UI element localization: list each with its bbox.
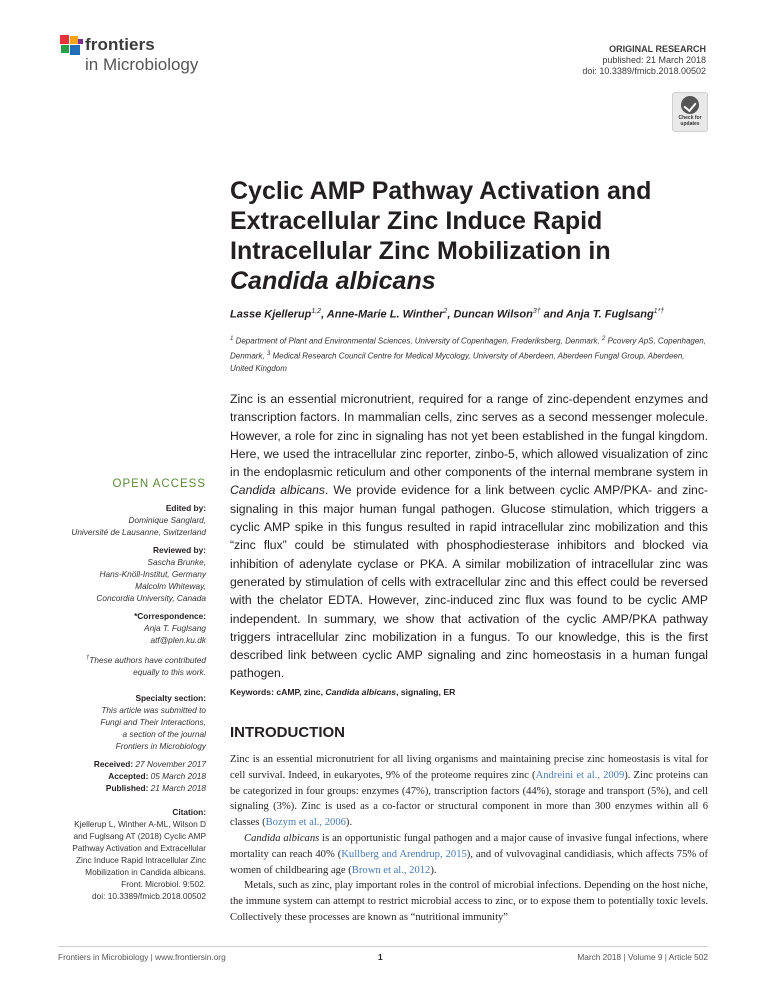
open-access-label[interactable]: OPEN ACCESS: [112, 478, 206, 490]
article-meta: [582, 44, 706, 77]
paragraph-text: Zinc is an essential micronutrient for all living organisms and maintaining precise zinc homeostasis is vital for cell survival. Indeed, in eukaryotes, 9% of the proteome requires zinc (: [230, 754, 708, 781]
received-label: Received:: [93, 758, 134, 769]
paragraph: [230, 831, 708, 878]
introduction-body: [230, 752, 708, 926]
article-title: [230, 176, 700, 296]
citation-link[interactable]: Brown et al., 2012: [351, 864, 431, 876]
published-date: published: 21 March 2018: [602, 55, 706, 65]
keywords-list: cAMP, zinc,: [276, 687, 326, 697]
author-affil-mark: 2: [443, 308, 448, 315]
author-name[interactable]: Lasse Kjellerup: [230, 308, 312, 321]
paragraph: [230, 752, 708, 831]
affil-mark: 3: [266, 350, 271, 357]
author-affil-mark: 1*†: [653, 308, 665, 315]
title-line: Cyclic AMP Pathway Activation and: [230, 177, 652, 205]
citation-link[interactable]: Andreini et al., 2009: [535, 769, 625, 781]
paragraph-text: ), and of vulvovaginal candidiasis, which affects 75% of women of childbearing age (: [230, 848, 709, 876]
logo-journal-name: in Microbiology: [85, 55, 199, 74]
check-icon: [681, 96, 699, 114]
author-name[interactable]: Anja T. Fuglsang: [565, 308, 654, 321]
logo-square: [60, 35, 69, 44]
footer-issue: March 2018 | Volume 9 | Article 502: [577, 952, 708, 962]
author-separator: ,: [321, 308, 327, 321]
author-affil-mark: 3†: [532, 308, 541, 315]
abstract-text: Zinc is an essential micronutrient, required for a range of zinc-dependent enzymes and transcription factors. In mammalian cells, zinc serves as a second messenger molecule. However, a role for zinc in signaling has not yet been established in the fungal kingdom. Here, we used the intracellular zinc reporter, zinbo-5, which allowed visualization of zinc in the endoplasmic reticulum and other components of the internal membrane system in: [230, 392, 708, 480]
published-label: Published:: [105, 782, 149, 793]
citation-label: Citation:: [172, 806, 206, 817]
editor-name: Dominique Sanglard,: [128, 515, 206, 525]
abstract-text: . We provide evidence for a link between cyclic AMP/PKA- and zinc-signaling in this major human fungal pathogen. Glucose stimulation, which triggers a cyclic AMP spike in this fungus resulted in rapid intracellular zinc mobilization and this “zinc flux” could be stimulated with phosphodiesterase inhibitors and blocked via inhibition of adenylate cyclase or PKA. A similar mobilization of intracellular zinc was generated by stimulation of cells with extracellular zinc and this effect could be reversed with the chelator EDTA. However, zinc-induced zinc flux was found to be cyclic AMP independent. In summary, we show that activation of the cyclic AMP/PKA pathway triggers intracellular zinc mobilization in a fungus. To our knowledge, this is the first described link between cyclic AMP signaling and zinc homeostasis in a human fungal pathogen.: [230, 483, 708, 681]
citation-text: Pathway Activation and Extracellular: [72, 842, 206, 853]
paragraph: Metals, such as zinc, play important roles in the control of microbial infections. Depending on the host niche, the immune system can attempt to restrict microbial access to zinc, or to expose them to potentially toxic levels. Collectively these processes are known as “nutritional immunity”: [230, 880, 708, 923]
footer-divider: [58, 946, 708, 947]
correspondence-name: Anja T. Fuglsang: [144, 623, 206, 633]
keywords-list: , signaling, ER: [396, 687, 456, 697]
paragraph-text: ).: [345, 817, 353, 829]
keywords: [230, 687, 708, 697]
keywords-label: Keywords:: [230, 687, 277, 697]
accepted-label: Accepted:: [108, 770, 149, 781]
reviewer-affiliation: Hans-Knöll-Institut, Germany: [99, 569, 206, 579]
citation-text: Kjellerup L, Winther A-ML, Wilson D: [74, 818, 206, 829]
reviewed-by-label: Reviewed by:: [152, 545, 206, 555]
check-updates-label: Check for updates: [678, 115, 702, 127]
paragraph-text: is an opportunistic fungal pathogen and a major cause of invasive fungal infections, where mortality can reach 40% (: [230, 832, 708, 860]
logo-brand: frontiers: [85, 35, 155, 54]
journal-logo[interactable]: [58, 33, 208, 83]
published-date-sidebar: [58, 782, 206, 794]
citation-link[interactable]: Kullberg and Arendrup, 2015: [341, 848, 467, 860]
specialty-text: a section of the journal: [122, 728, 206, 739]
species-name: Candida albicans: [244, 832, 320, 844]
affiliation: Department of Plant and Environmental Sciences, University of Copenhagen, Frederiksberg, Denmark,: [233, 336, 602, 346]
dagger-mark: †: [85, 655, 90, 661]
received-date: [58, 758, 206, 770]
check-for-updates-badge[interactable]: [672, 92, 708, 132]
page-number: 1: [378, 952, 383, 962]
doi[interactable]: doi: 10.3389/fmicb.2018.00502: [582, 66, 706, 76]
contribution-text: These authors have contributed: [89, 654, 206, 665]
citation-link[interactable]: Bozym et al., 2006: [265, 817, 346, 829]
keyword-species: Candida albicans: [325, 687, 397, 697]
author-separator: and: [540, 308, 566, 321]
contribution-note: [58, 652, 206, 666]
affil-mark: 1: [230, 336, 234, 342]
contribution-text: equally to this work.: [133, 666, 206, 677]
author-affil-mark: 1,2: [311, 308, 322, 315]
citation-text: Mobilization in Candida albicans.: [85, 866, 206, 877]
accepted-date: [58, 770, 206, 782]
specialty-label: Specialty section:: [135, 692, 206, 703]
citation-text: and Fuglsang AT (2018) Cyclic AMP: [73, 830, 206, 841]
title-line: Intracellular Zinc Mobilization in: [230, 237, 611, 265]
specialty-text: Fungi and Their Interactions,: [100, 716, 206, 727]
affiliation: Medical Research Council Centre for Medical Mycology, University of Aberdeen, Aberdeen Fungal Group, Aberdeen, United Kingdom: [230, 351, 685, 374]
accepted-value: 05 March 2018: [148, 770, 206, 781]
edited-by-label: Edited by:: [165, 503, 206, 513]
specialty-text: Frontiers in Microbiology: [115, 740, 206, 751]
title-species: Candida albicans: [230, 267, 436, 295]
paragraph-text: ).: [430, 864, 437, 876]
title-line: Extracellular Zinc Induce Rapid: [230, 207, 603, 235]
editor-affiliation: Université de Lausanne, Switzerland: [71, 527, 206, 537]
frontiers-logo-icon: [58, 33, 84, 59]
logo-square: [78, 39, 83, 44]
abstract: [230, 390, 708, 683]
sidebar: [58, 478, 206, 902]
footer-journal[interactable]: Frontiers in Microbiology | www.frontiersin.org: [58, 952, 226, 962]
author-separator: ,: [447, 308, 454, 321]
citation-text: Front. Microbiol. 9:502.: [121, 878, 206, 889]
reviewer-name: Sascha Brunke,: [147, 557, 206, 567]
title-line: [230, 266, 700, 296]
affil-mark: 2: [601, 336, 606, 342]
correspondence-email[interactable]: atf@plen.ku.dk: [150, 635, 206, 645]
correspondence-label: *Correspondence:: [134, 611, 206, 621]
logo-square: [61, 45, 69, 53]
published-value: 21 March 2018: [148, 782, 206, 793]
article-type: ORIGINAL RESEARCH: [609, 44, 706, 54]
affiliation: Pcovery ApS, Copenhagen, Denmark,: [230, 336, 706, 361]
section-heading: INTRODUCTION: [230, 724, 345, 741]
paragraph-text: ). Zinc proteins can be categorized in four groups: enzymes (47%), transcription factors (44%), storage and transport (5%), and cell signaling (3%). Zinc is used as a co-factor or structural component in more than 300 enzymes within all 6 classes (: [230, 769, 708, 829]
logo-square: [70, 45, 80, 55]
author-name[interactable]: Anne-Marie L. Winther: [326, 308, 444, 321]
author-list: [230, 308, 710, 321]
citation-text: Zinc Induce Rapid Intracellular Zinc: [75, 854, 206, 865]
affiliations: [230, 333, 708, 375]
received-value: 27 November 2017: [133, 758, 206, 769]
reviewer-name: Malcolm Whiteway,: [135, 581, 206, 591]
abstract-species: Candida albicans: [230, 483, 326, 498]
citation-doi[interactable]: doi: 10.3389/fmicb.2018.00502: [92, 890, 206, 901]
reviewer-affiliation: Concordia University, Canada: [96, 593, 206, 603]
author-name[interactable]: Duncan Wilson: [453, 308, 533, 321]
logo-square: [70, 36, 78, 44]
specialty-text: This article was submitted to: [101, 704, 206, 715]
